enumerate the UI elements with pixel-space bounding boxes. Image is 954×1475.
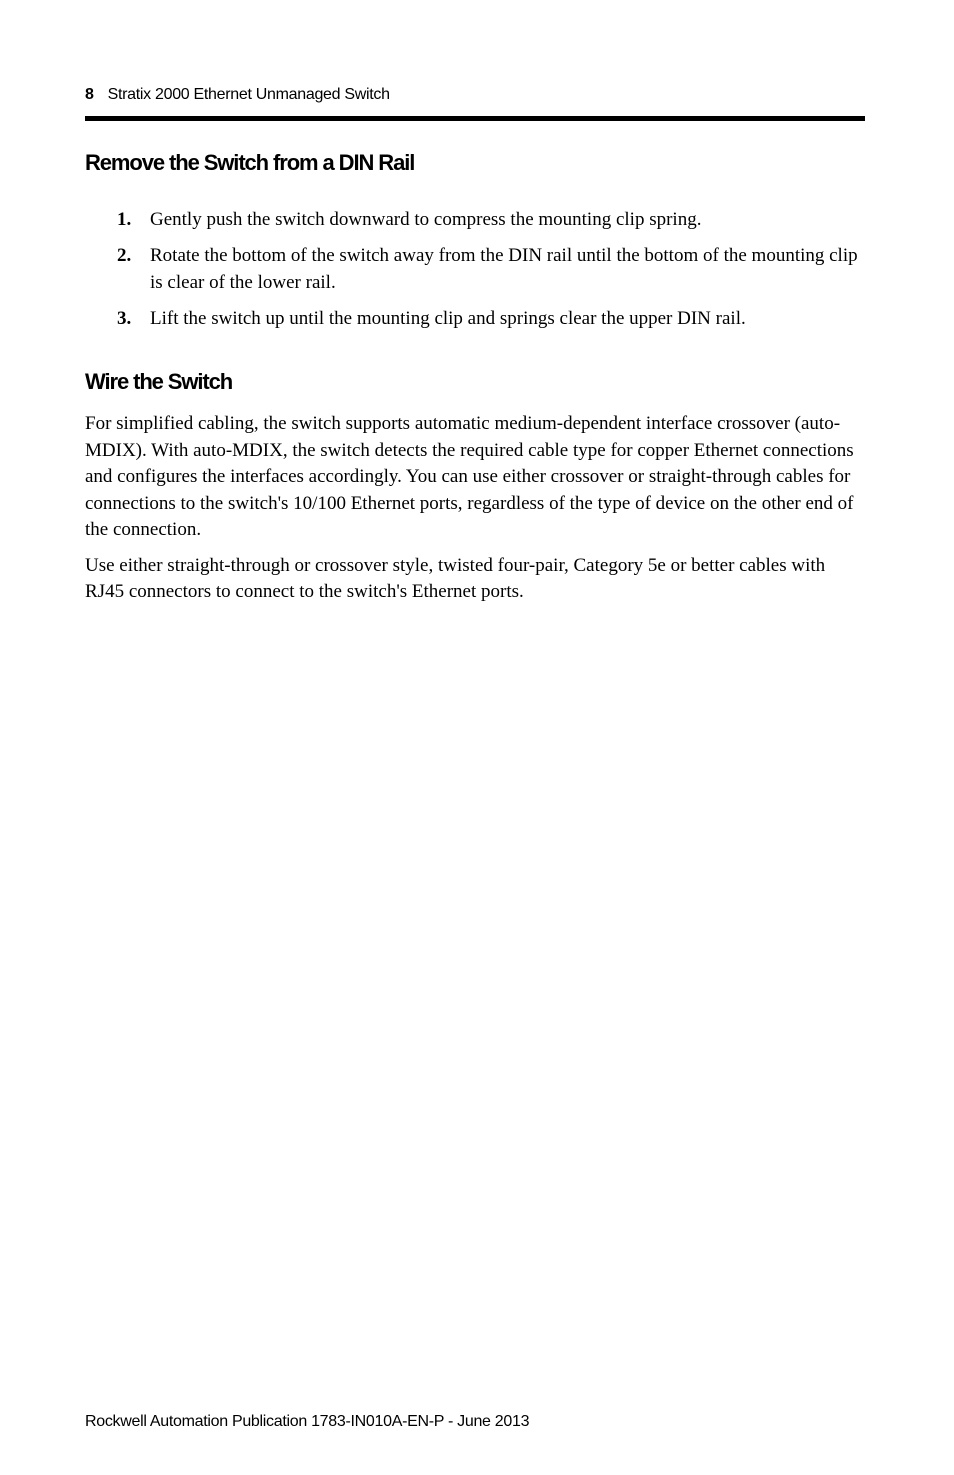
step-text: Rotate the bottom of the switch away from the DIN rail until the bottom of the mounting clip is clear of the lower rail. xyxy=(150,245,858,293)
step-text: Lift the switch up until the mounting clip and springs clear the upper DIN rail. xyxy=(150,308,746,329)
step-number: 2. xyxy=(117,245,132,266)
page-header xyxy=(85,82,865,108)
list-item xyxy=(85,206,865,233)
step-number: 3. xyxy=(117,308,132,329)
running-header-title: Stratix 2000 Ethernet Unmanaged Switch xyxy=(107,86,390,103)
removal-steps-list xyxy=(85,206,865,341)
list-item xyxy=(85,305,865,332)
page-number: 8 xyxy=(85,86,94,103)
page-footer: Rockwell Automation Publication 1783-IN010A-EN-P - June 2013 xyxy=(85,1413,530,1430)
paragraph: Use either straight-through or crossover style, twisted four-pair, Category 5e or better cables with RJ45 connectors to connect to the switch's Ethernet ports. xyxy=(85,554,826,602)
section-heading-remove-switch: Remove the Switch from a DIN Rail xyxy=(85,150,415,175)
list-item xyxy=(85,242,865,296)
wiring-body-text xyxy=(85,411,867,615)
step-number: 1. xyxy=(117,209,132,230)
header-divider xyxy=(85,116,865,121)
section-heading-wire-switch: Wire the Switch xyxy=(85,369,233,394)
paragraph: For simplified cabling, the switch supports automatic medium-dependent interface crossover (auto-MDIX). With auto-MDIX, the switch detects the required cable type for copper Ethernet connections and configures the interfaces accordingly. You can use either crossover or straight-through cables for connections to the switch's 10/100 Ethernet ports, regardless of the type of device on the other end of the connection. xyxy=(85,413,854,540)
step-text: Gently push the switch downward to compress the mounting clip spring. xyxy=(150,209,702,230)
